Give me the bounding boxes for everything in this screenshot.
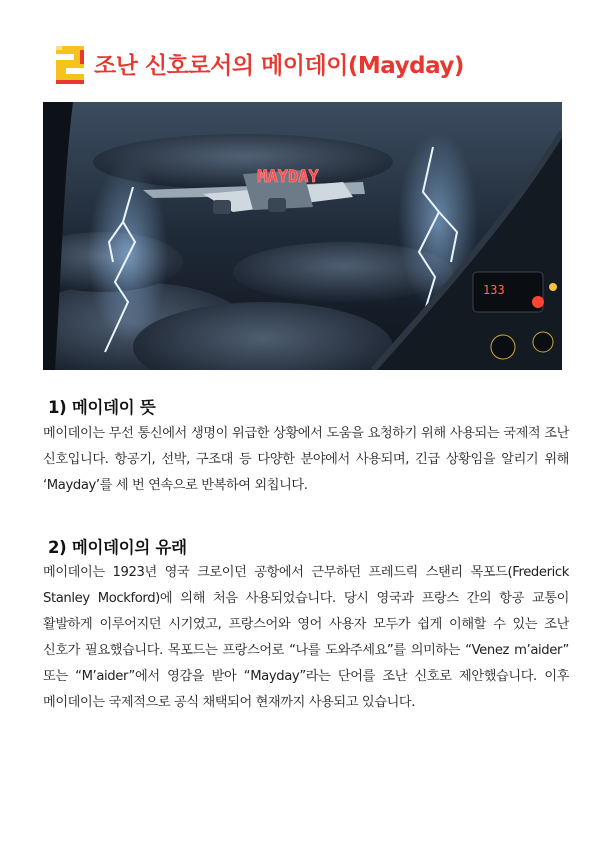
number-two-icon xyxy=(52,40,88,92)
heading-title: 조난 신호로서의 메이데이(Mayday) xyxy=(94,53,464,79)
section-heading xyxy=(52,40,464,92)
section-body-meaning: 메이데이는 무선 통신에서 생명이 위급한 상황에서 도움을 요청하기 위해 사용되는 국제적 조난 신호입니다. 항공기, 선박, 구조대 등 다양한 분야에서 사용되며, 긴급 상황임을 알리기 위해 ‘Mayday’를 세 번 연속으로 반복하여 외칩니다. xyxy=(43,426,569,493)
svg-text:133: 133 xyxy=(483,283,505,297)
hero-image xyxy=(43,102,562,370)
section-title-meaning: 1) 메이데이 뜻 xyxy=(48,398,156,417)
section-title-origin: 2) 메이데이의 유래 xyxy=(48,538,187,557)
mayday-sign: MAYDAY xyxy=(257,167,319,187)
section-body-origin: 메이데이는 1923년 영국 크로이던 공항에서 근무하던 프레드릭 스탠리 목포드(Frederick Stanley Mockford)에 의해 처음 사용되었습니다. 당시 영국과 프랑스 간의 항공 교통이 활발하게 이루어지던 시기였고, 프랑스어와 영어 사용자 모두가 쉽게 이해할 수 있는 조난 신호가 필요했습니다. 목포드는 프랑스어로 “나를 도와주세요”를 의미하는 “Venez m’aider” 또는 “M’aider”에서 영감을 받아 “Mayday”라는 단어를 조난 신호로 제안했습니다. 이후 메이데이는 국제적으로 공식 채택되어 현재까지 사용되고 있습니다. xyxy=(43,565,569,710)
